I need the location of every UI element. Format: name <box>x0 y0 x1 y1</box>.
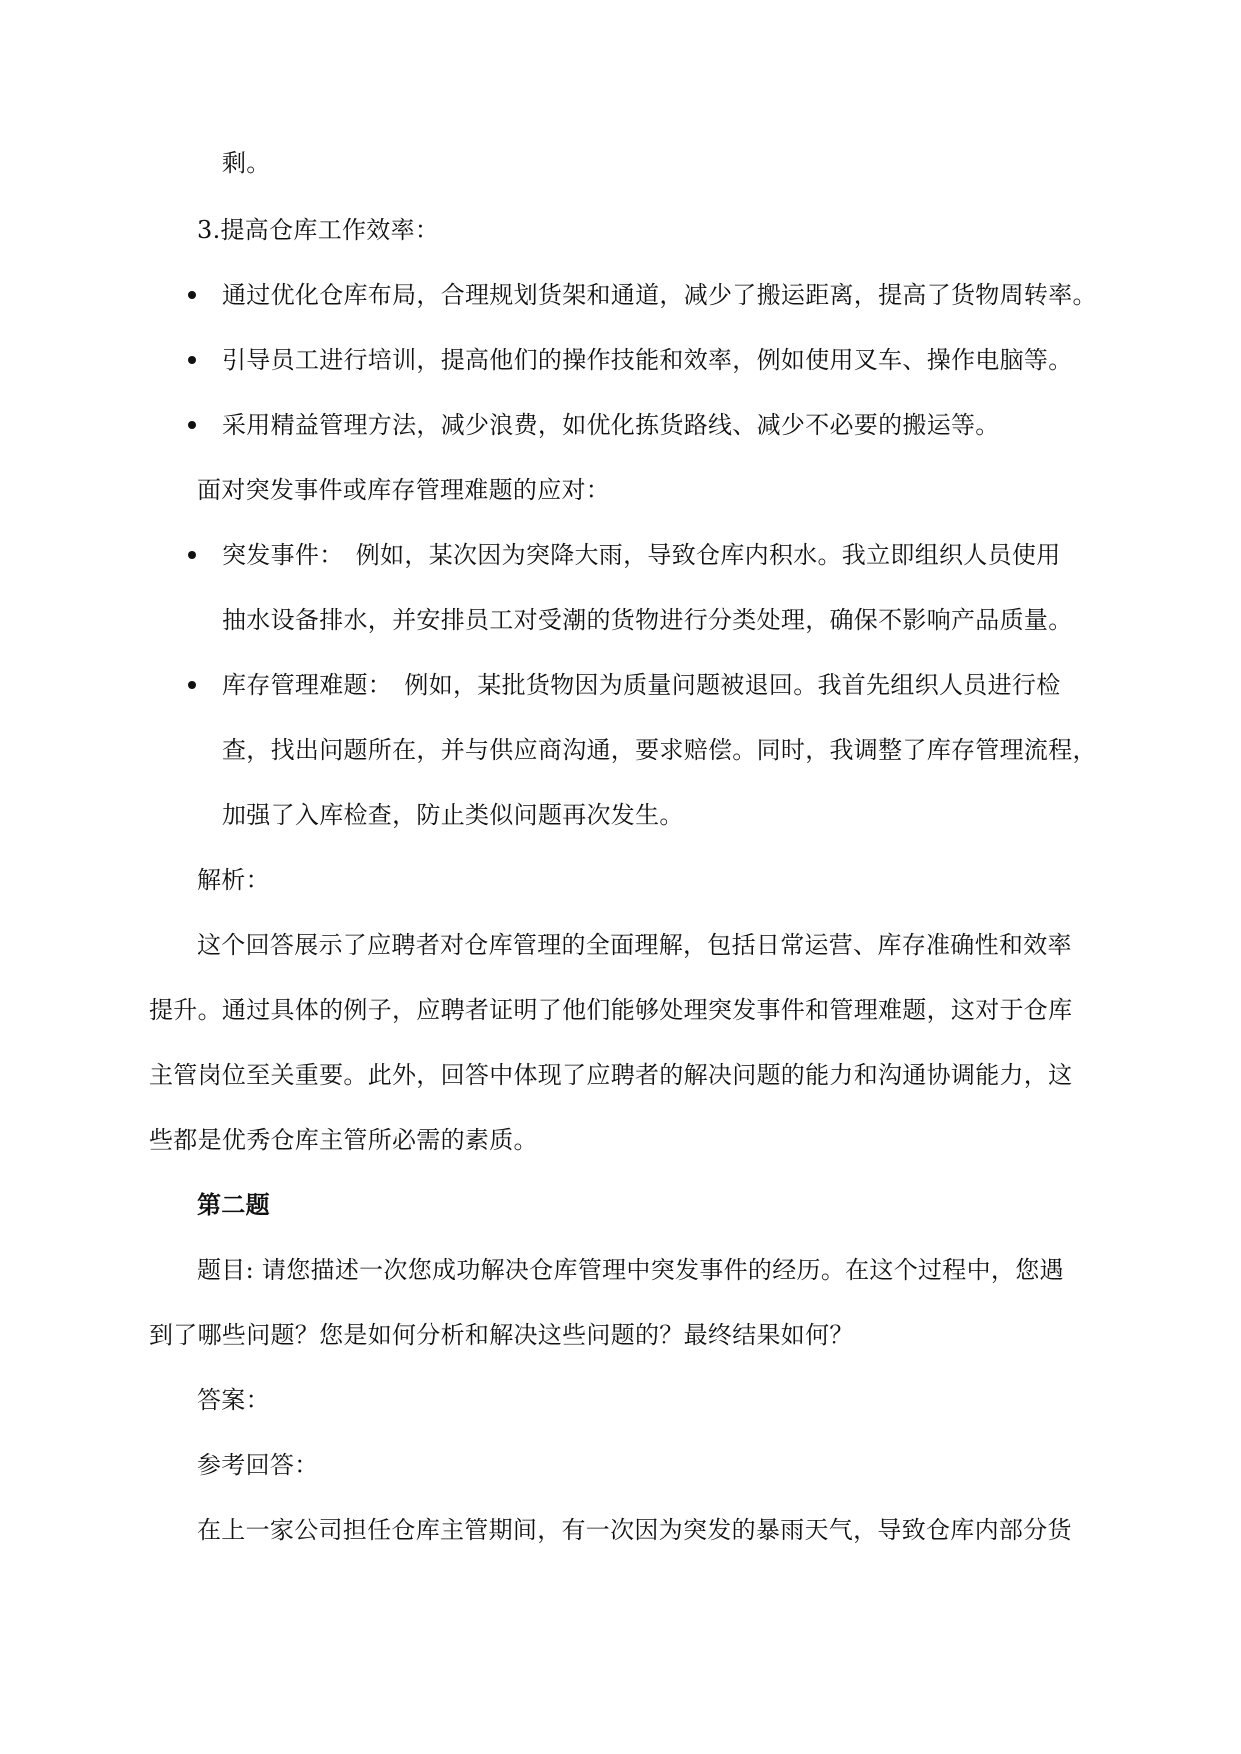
answer-label: 答案： <box>197 1386 270 1414</box>
analysis-paragraph-line: 些都是优秀仓库主管所必需的素质。 <box>149 1126 538 1154</box>
reference-answer-label: 参考回答： <box>197 1451 319 1479</box>
bullet-dot-icon <box>188 356 196 364</box>
question-text-line: 到了哪些问题？您是如何分析和解决这些问题的？最终结果如何？ <box>149 1321 854 1349</box>
analysis-paragraph-line: 主管岗位至关重要。此外，回答中体现了应聘者的解决问题的能力和沟通协调能力，这 <box>149 1061 1073 1089</box>
analysis-label: 解析： <box>197 866 270 894</box>
bullet-dot-icon <box>188 421 196 429</box>
section-heading-efficiency: 3.提高仓库工作效率： <box>197 216 440 244</box>
list-item-continuation: 加强了入库检查，防止类似问题再次发生。 <box>222 801 684 829</box>
question-text-line: 题目: 请您描述一次您成功解决仓库管理中突发事件的经历。在这个过程中，您遇 <box>197 1256 1064 1284</box>
list-item: 采用精益管理方法，减少浪费，如优化拣货路线、减少不必要的搬运等。 <box>222 411 1000 439</box>
list-item-continuation: 抽水设备排水，并安排员工对受潮的货物进行分类处理，确保不影响产品质量。 <box>222 606 1073 634</box>
section-heading-emergency: 面对突发事件或库存管理难题的应对： <box>197 476 611 504</box>
list-item-continuation: 查，找出问题所在，并与供应商沟通，要求赔偿。同时，我调整了库存管理流程， <box>222 736 1097 764</box>
list-item: 库存管理难题： 例如，某批货物因为质量问题被退回。我首先组织人员进行检 <box>222 671 1061 699</box>
bullet-dot-icon <box>188 681 196 689</box>
list-item: 通过优化仓库布局，合理规划货架和通道，减少了搬运距离，提高了货物周转率。 <box>222 281 1097 309</box>
analysis-paragraph-line: 这个回答展示了应聘者对仓库管理的全面理解，包括日常运营、库存准确性和效率 <box>197 931 1072 959</box>
continuation-text: 剩。 <box>222 149 271 177</box>
analysis-paragraph-line: 提升。通过具体的例子，应聘者证明了他们能够处理突发事件和管理难题，这对于仓库 <box>149 996 1073 1024</box>
question-title: 第二题 <box>197 1190 270 1219</box>
bullet-dot-icon <box>188 291 196 299</box>
reference-answer-line: 在上一家公司担任仓库主管期间，有一次因为突发的暴雨天气，导致仓库内部分货 <box>197 1516 1072 1544</box>
bullet-dot-icon <box>188 551 196 559</box>
list-item: 突发事件： 例如，某次因为突降大雨，导致仓库内积水。我立即组织人员使用 <box>222 541 1061 569</box>
list-item: 引导员工进行培训，提高他们的操作技能和效率，例如使用叉车、操作电脑等。 <box>222 346 1073 374</box>
